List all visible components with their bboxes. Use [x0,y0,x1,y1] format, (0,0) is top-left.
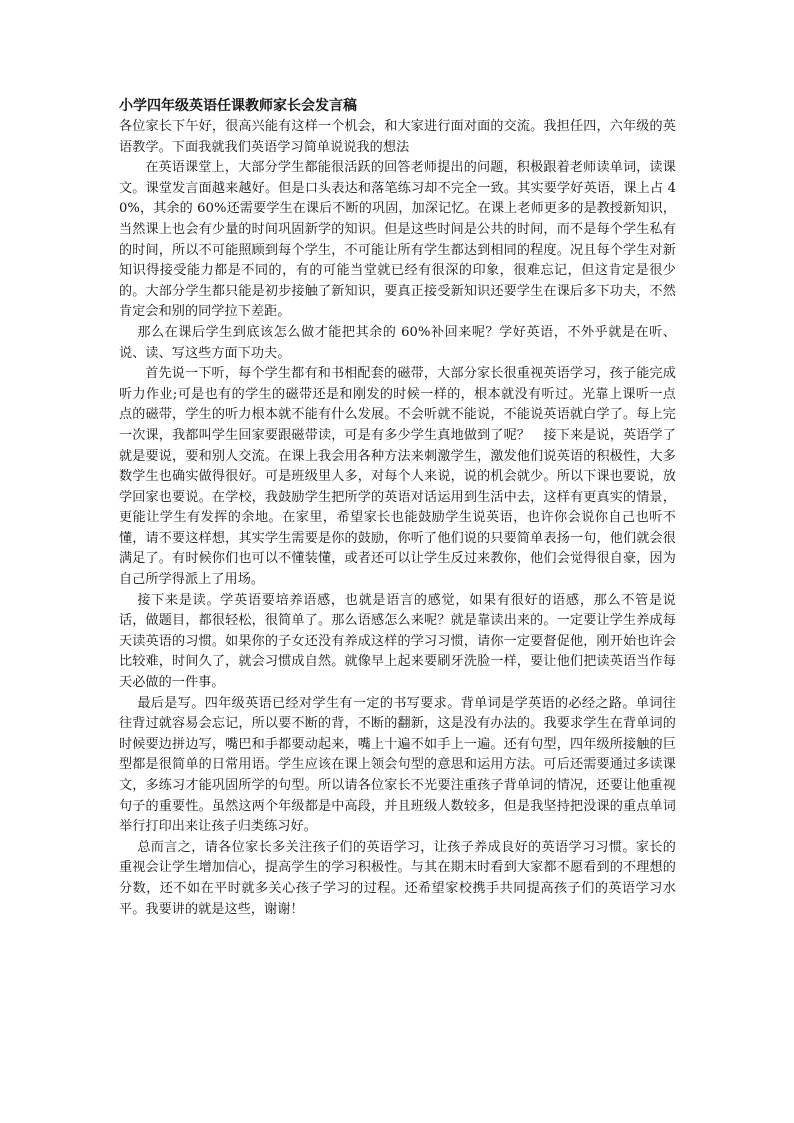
paragraph-writing: 最后是写。四年级英语已经对学生有一定的书写要求。背单词是学英语的必经之路。单词往往背过就容易会忘记，所以要不断的背，不断的翻新，这是没有办法的。我要求学生在背单词的时候要边拼边写，嘴巴和手都要动起来，嘴上十遍不如手上一遍。还有句型，四年级所接触的巨型都是很简单的日常用语。学生应该在课上领会句型的意思和运用方法。可后还需要通过多读课文，多练习才能巩固所学的句型。所以请各位家长不光要注重孩子背单词的情况，还要让他重视句子的重要性。虽然这两个年级都是中高段，并且班级人数较多，但是我坚持把没课的重点单词举行打印出来让孩子归类练习好。 [119,695,676,835]
paragraph-after-class: 那么在课后学生到底该怎么做才能把其余的 60%补回来呢？学好英语，不外乎就是在听、说、读、写这些方面下功夫。 [119,324,676,361]
paragraph-classroom: 在英语课堂上，大部分学生都能很活跃的回答老师提出的问题，积极跟着老师读单词，读课文。课堂发言面越来越好。但是口头表达和落笔练习却不完全一致。其实要学好英语，课上占 40%，其余的 60%还需要学生在课后不断的巩固，加深记忆。在课上老师更多的是教授新知识，当然课上也会有少量的时间巩固新学的知识。但是这些时间是公共的时间，而不是每个学生私有的时间，所以不可能照顾到每个学生，不可能让所有学生都达到相同的程度。况且每个学生对新知识得接受能力都是不同的，有的可能当堂就已经有很深的印象，很难忘记，但这肯定是很少的。大部分学生都只能是初步接触了新知识，要真正接受新知识还要学生在课后多下功夫，不然肯定会和别的同学拉下差距。 [119,160,676,320]
paragraph-conclusion: 总而言之，请各位家长多关注孩子们的英语学习，让孩子养成良好的英语学习习惯。家长的重视会让学生增加信心，提高学生的学习积极性。与其在期末时看到大家都不愿看到的不理想的分数，还不如在平时就多关心孩子学习的过程。还希望家校携手共同提高孩子们的英语学习水平。我要讲的就是这些，谢谢！ [119,839,676,917]
paragraph-listening-speaking: 首先说一下听，每个学生都有和书相配套的磁带，大部分家长很重视英语学习，孩子能完成听力作业;可是也有的学生的磁带还是和刚发的时候一样的，根本就没有听过。光靠上课听一点点的磁带，学生的听力根本就不能有什么发展。不会听就不能说，不能说英语就白学了。每上完一次课，我都叫学生回家要跟磁带读，可是有多少学生真地做到了呢？ 接下来是说，英语学了就是要说，要和别人交流。在课上我会用各种方法来刺激学生，激发他们说英语的积极性，大多数学生也确实做得很好。可是班级里人多，对每个人来说，说的机会就少。所以下课也要说，放学回家也要说。在学校，我鼓励学生把所学的英语对话运用到生活中去，这样有更真实的情景，更能让学生有发挥的余地。在家里，希望家长也能鼓励学生说英语，也许你会说你自己也听不懂，请不要这样想，其实学生需要是你的鼓励，你听了他们说的只要简单表扬一句，他们就会很满足了。有时候你们也可以不懂装懂，或者还可以让学生反过来教你，他们会觉得很自豪，因为自己所学得派上了用场。 [119,366,676,588]
document-page [119,96,676,920]
paragraph-greeting: 各位家长下午好，很高兴能有这样一个机会，和大家进行面对面的交流。我担任四，六年级的英语教学。下面我就我们英语学习简单说说我的想法 [119,119,676,155]
document-title: 小学四年级英语任课教师家长会发言稿 [119,98,357,114]
paragraph-reading: 接下来是读。学英语要培养语感，也就是语言的感觉，如果有很好的语感，那么不管是说话，做题目，都很轻松，很简单了。那么语感怎么来呢？就是靠读出来的。一定要让学生养成每天读英语的习惯。如果你的子女还没有养成这样的学习习惯，请你一定要督促他，刚开始也许会比较难，时间久了，就会习惯成自然。就像早上起来要刷牙洗脸一样，要让他们把读英语当作每天必做的一件事。 [119,592,676,691]
